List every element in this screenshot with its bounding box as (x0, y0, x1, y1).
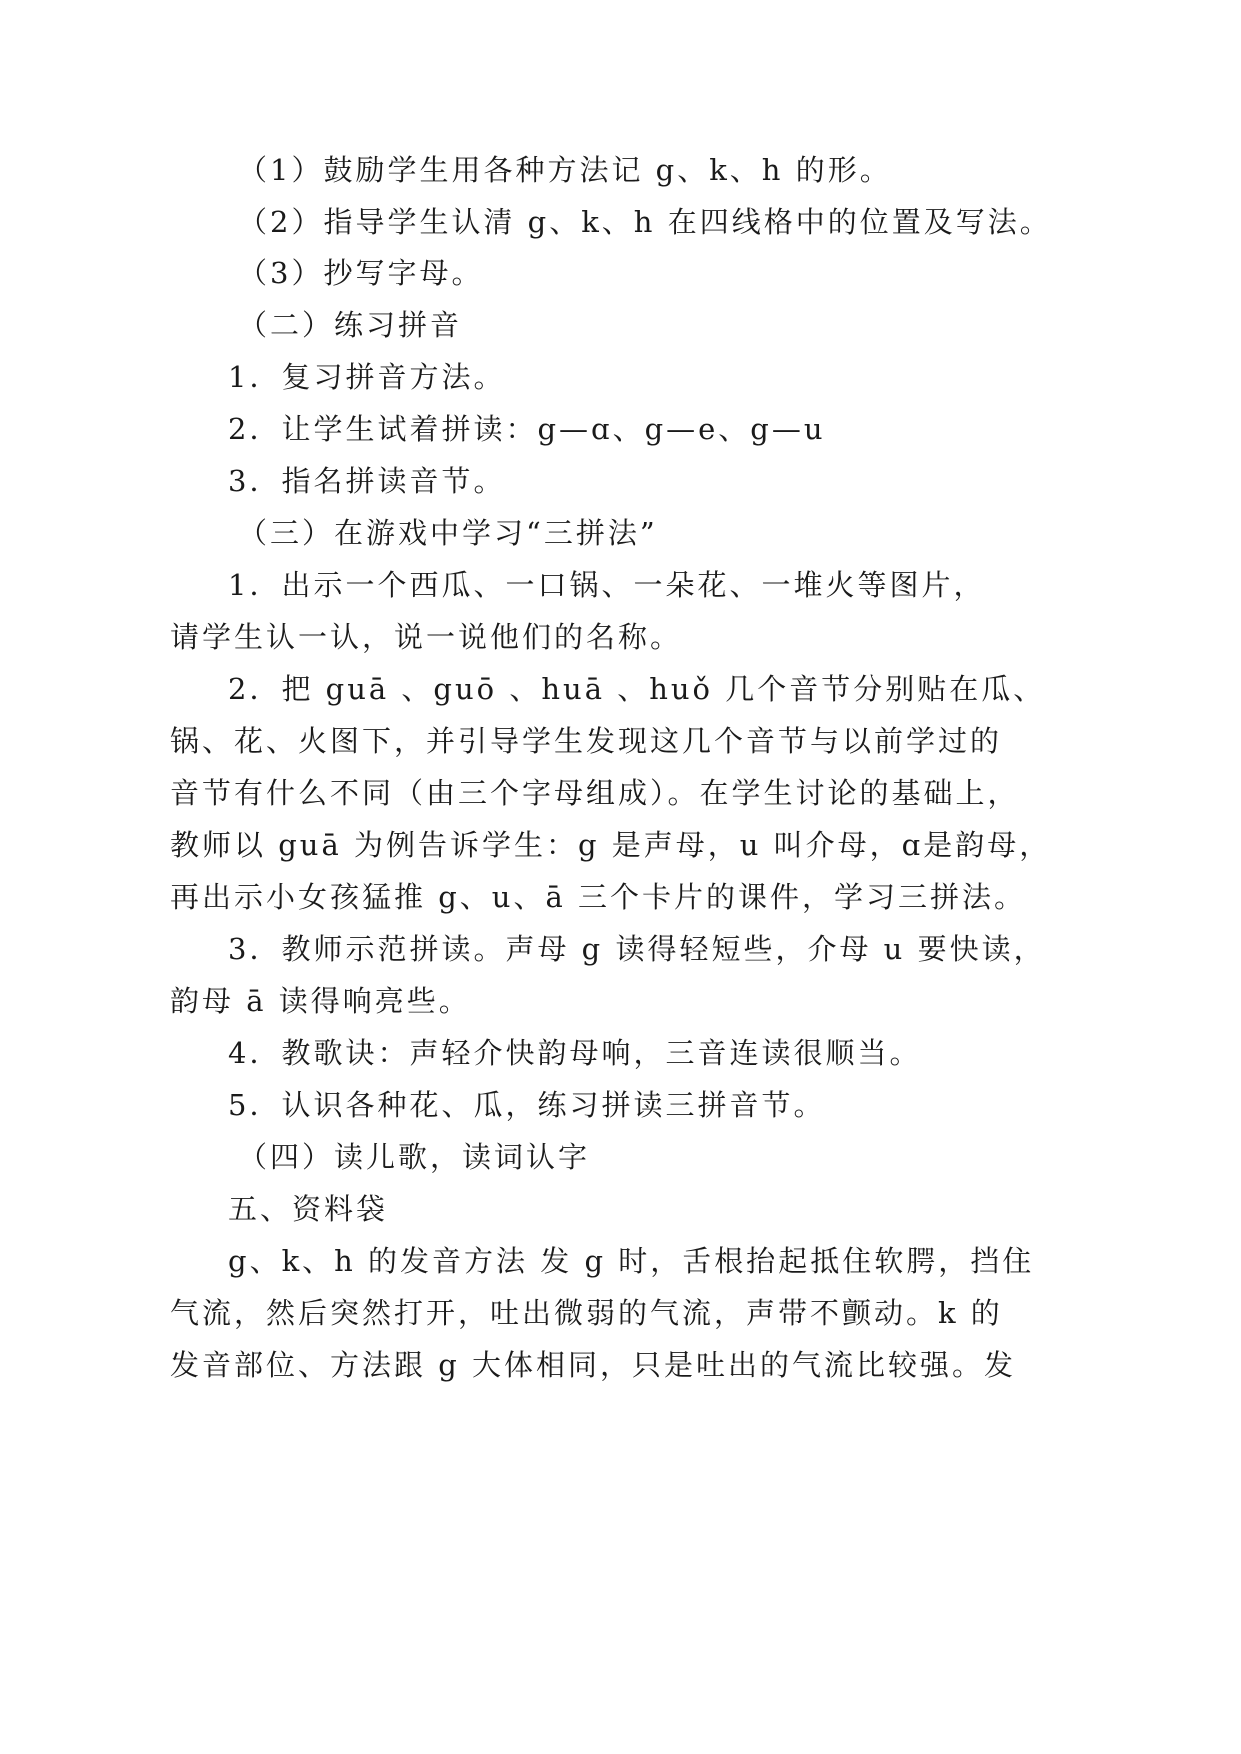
text-line: 请学生认一认，说一说他们的名称。 (170, 620, 683, 654)
text-line: （三）在游戏中学习“三拼法” (238, 516, 658, 550)
text-line: 发音部位、方法跟 g 大体相同，只是吐出的气流比较强。发 (170, 1348, 1017, 1382)
text-line: 音节有什么不同（由三个字母组成）。在学生讨论的基础上， (170, 776, 1020, 810)
text-line: 锅、花、火图下，并引导学生发现这几个音节与以前学过的 (170, 724, 1003, 758)
text-line: 气流，然后突然打开，吐出微弱的气流，声带不颤动。k 的 (170, 1296, 1003, 1330)
text-line: 5．认识各种花、瓜，练习拼读三拼音节。 (228, 1088, 826, 1122)
text-line: 3．教师示范拼读。声母 g 读得轻短些，介母 u 要快读， (228, 932, 1046, 966)
text-line: （四）读儿歌，读词认字 (238, 1140, 591, 1174)
text-line: 1．出示一个西瓜、一口锅、一朵花、一堆火等图片， (228, 568, 986, 602)
text-line: 再出示小女孩猛推 g、u、ā 三个卡片的课件，学习三拼法。 (170, 880, 1026, 914)
text-line: 3．指名拼读音节。 (228, 464, 506, 498)
text-line: 4．教歌诀：声轻介快韵母响，三音连读很顺当。 (228, 1036, 922, 1070)
text-line: （2）指导学生认清 g、k、h 在四线格中的位置及写法。 (238, 205, 1052, 239)
text-line: g、k、h 的发音方法 发 g 时，舌根抬起抵住软腭，挡住 (228, 1244, 1035, 1278)
text-line: 教师以 guā 为例告诉学生：g 是声母，u 叫介母，ɑ是韵母， (170, 828, 1052, 862)
text-line: 韵母 ā 读得响亮些。 (170, 984, 471, 1018)
text-line: （3）抄写字母。 (238, 256, 484, 290)
text-line: 2．把 guā 、guō 、huā 、huǒ 几个音节分别贴在瓜、 (228, 672, 1046, 706)
text-line: （二）练习拼音 (238, 308, 463, 342)
text-line: 五、资料袋 (228, 1192, 389, 1226)
text-line: （1）鼓励学生用各种方法记 g、k、h 的形。 (238, 153, 892, 187)
text-line: 1．复习拼音方法。 (228, 360, 506, 394)
text-line: 2．让学生试着拼读：g—ɑ、g—e、g—u (228, 412, 826, 446)
